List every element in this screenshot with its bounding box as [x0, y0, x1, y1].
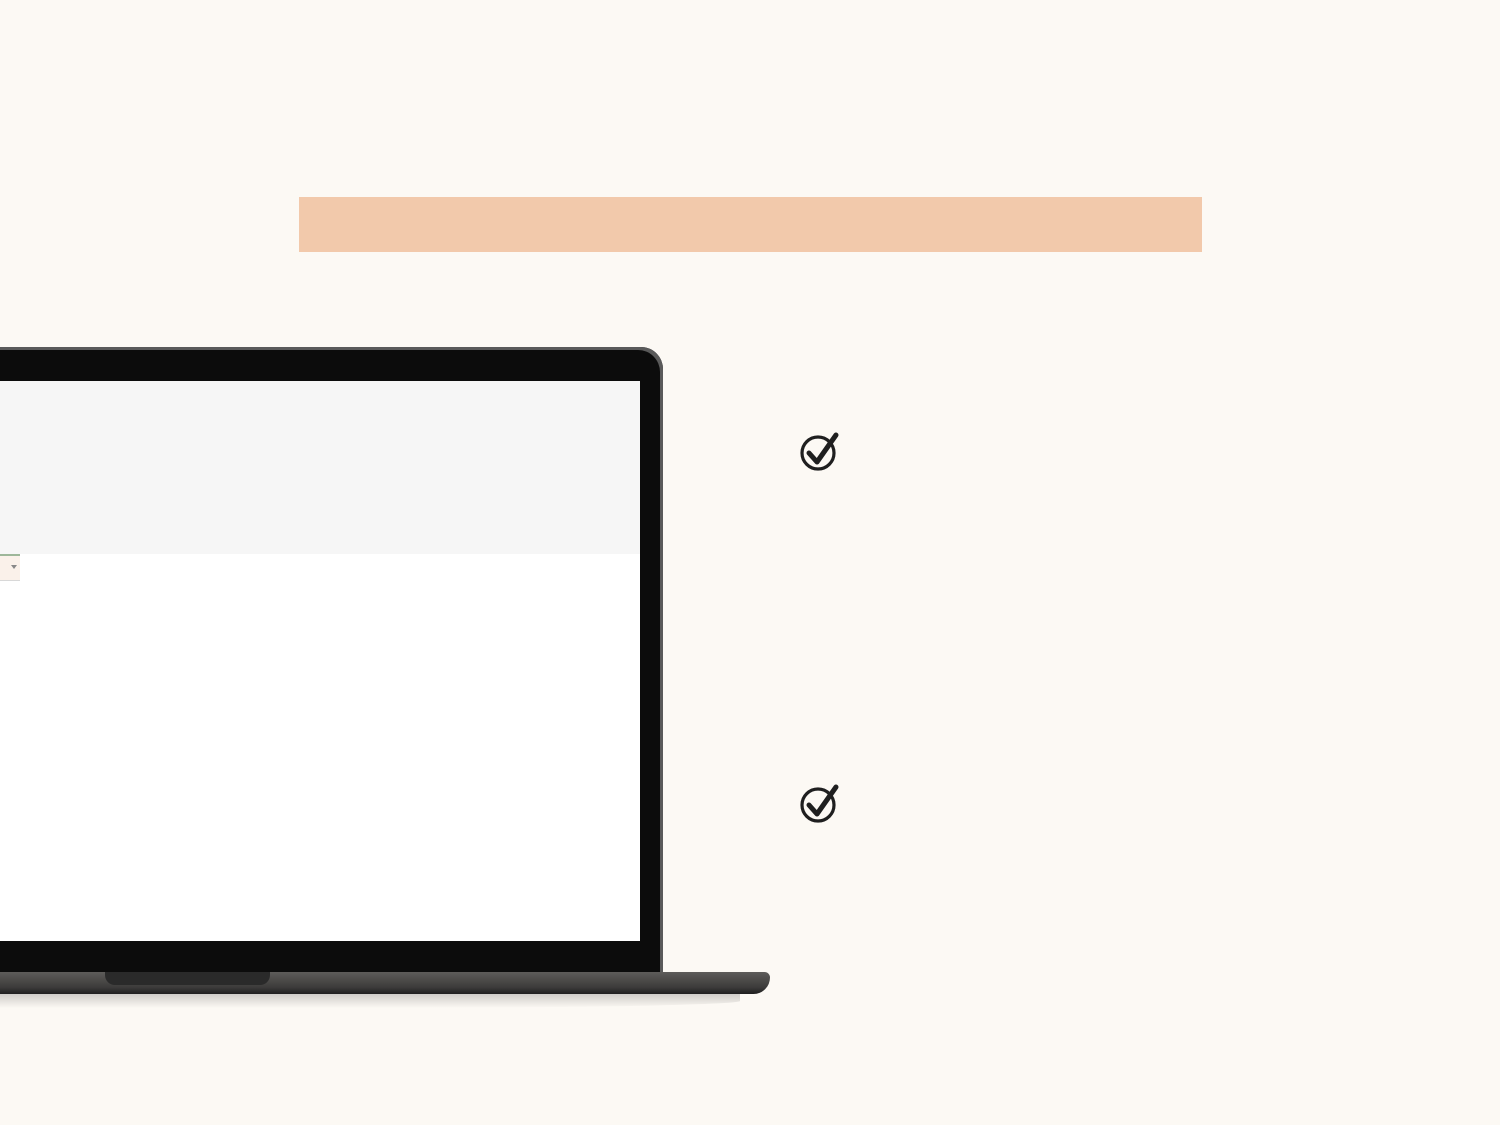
col-header-prev[interactable]: [0, 555, 20, 581]
charts-svg: [0, 381, 640, 554]
subtitle-banner: [299, 197, 1202, 252]
check-circle-icon: [800, 432, 840, 472]
check-circle-icon: [800, 784, 840, 824]
laptop-screen: [0, 381, 640, 941]
charts-panel: [0, 381, 640, 554]
laptop-shadow: [0, 994, 740, 1008]
laptop-notch: [105, 972, 270, 985]
prospect-table: [0, 554, 640, 581]
